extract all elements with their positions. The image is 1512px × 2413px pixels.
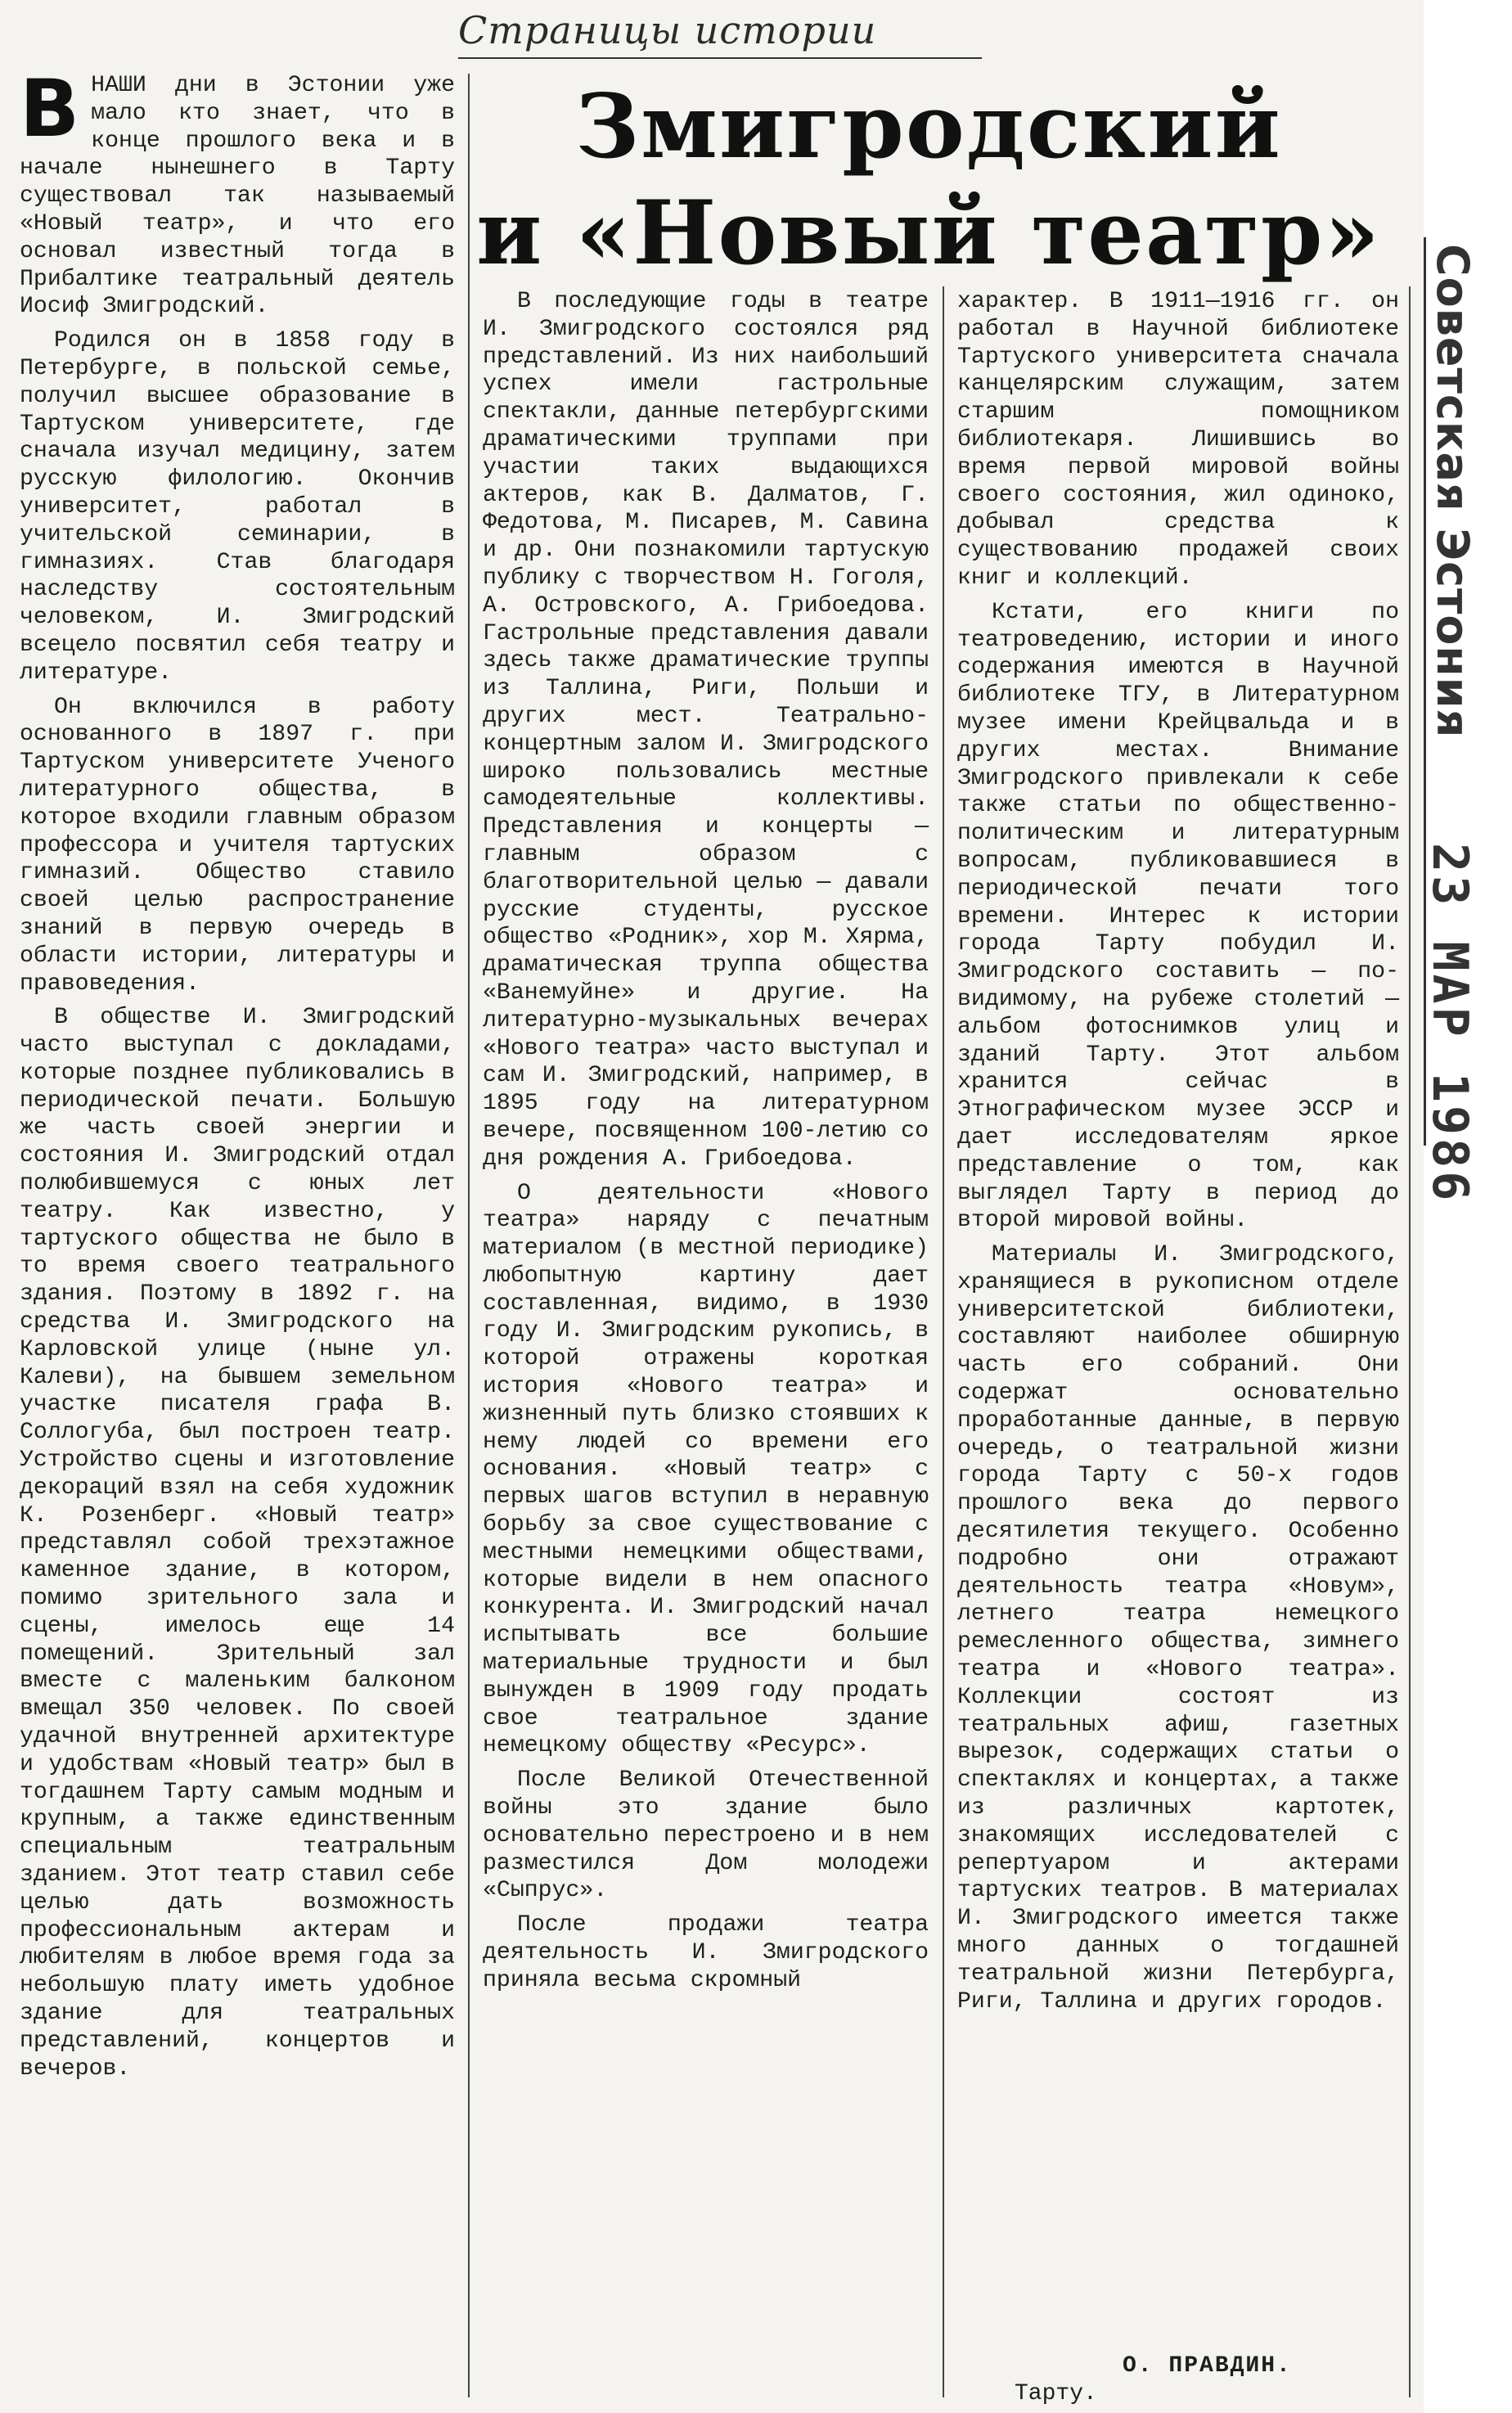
article-column-1 xyxy=(20,63,455,2082)
paragraph: О деятельности «Нового театра» наряду с печатным материалом (в местной периодике) любопытную картину дает составленная, видимо, в 1930 году И. Змигродским рукопись, в которой отражены короткая история «Нового театра» и жизненный путь близко стоявших к нему людей со времени его основания. «Новый театр» с первых шагов вступил в неравную борьбу за свое существование с местными немецкими обществами, которые видели в нем опасного конкурента. И. Змигродский начал испытывать все большие материальные трудности и был вынужден в 1909 году продать свое театральное здание немецкому обществу «Ресурс». xyxy=(483,1180,929,1759)
article-column-2 xyxy=(483,288,929,1995)
paragraph: В обществе И. Змигродский часто выступал с докладами, которые позднее публиковались в периодической печати. Большую же часть своей энергии и состояния И. Змигродский отдал полюбившемуся с юных лет театру. Как известно, у тартуского общества не было в то время своего театрального здания. Поэтому в 1892 г. на средства И. Змигродского на Карловской улице (ныне ул. Калеви), на бывшем земельном участке писателя графа В. Соллогуба, был построен театр. Устройство сцены и изготовление декораций взял на себя художник К. Розенберг. «Новый театр» представлял собой трехэтажное каменное здание, в котором, помимо зрительного зала и сцены, имелось еще 14 помещений. Зрительный зал вместе с маленьким балконом вмещал 350 человек. По своей удачной внутренней архитектуре и удобствам «Новый театр» был в тогдашнем Тарту самым модным и крупным, а также единственным специальным театральным зданием. Этот театр ставил себе целью дать возможность профессиональным актерам и любителям в любое время года за небольшую плату иметь удобное здание для театральных представлений, концертов и вечеров. xyxy=(20,1005,455,2082)
dateline-city: Тарту. xyxy=(1015,2381,1097,2406)
paragraph: Родился он в 1858 году в Петербурге, в польской семье, получил высшее образование в Тартуском университете, где сначала изучал медицину, затем русскую филологию. Окончив университет, работал в учительской семинарии, в гимназиях. Став благодаря наследству состоятельным человеком, И. Змигродский всецело посвятил себя театру и литературе. xyxy=(20,328,455,686)
column-divider-3 xyxy=(1409,286,1411,2397)
newspaper-date-stamp xyxy=(1421,237,1512,1204)
paragraph: После продажи театра деятельность И. Змигродского приняла весьма скромный xyxy=(483,1912,929,1993)
column-divider-1 xyxy=(468,74,470,2397)
paragraph: Кстати, его книги по театроведению, истории и иного содержания имеются в Научной библиотеке ТГУ, в Литературном музее имени Крейцвальда и в других местах. Внимание Змигродского привлекали к себе также статьи по общественно-политическим и литературным вопросам, публиковавшиеся в периодической печати того времени. Интерес к истории города Тарту побудил И. Змигродского составить — по-видимому, на рубеже столетий — альбом фотоснимков улиц и зданий Тарту. Этот альбом хранится сейчас в Этнографическом музее ЭССР и дает исследователям яркое представление о том, как выглядел Тарту в период до второй мировой войны. xyxy=(957,599,1399,1234)
stamp-newspaper-name: Советская Эстония xyxy=(1427,244,1478,739)
article-headline xyxy=(466,74,1391,286)
column-divider-2 xyxy=(943,286,944,2397)
section-rubric: Страницы истории xyxy=(458,8,982,59)
paragraph: Он включился в работу основанного в 1897 г. при Тартуском университете Ученого литературного общества, в которое входили главным образом профессора и учителя тартуских гимназий. Общество ставило своей целью распространение знаний в первую очередь в области истории, литературы и правоведения. xyxy=(20,694,455,997)
paragraph: После Великой Отечественной войны это здание было основательно перестроено и в нем разместился Дом молодежи «Сыпрус». xyxy=(483,1767,929,1904)
paragraph: характер. В 1911—1916 гг. он работал в Научной библиотеке Тартуского университета сначала канцелярским служащим, затем старшим помощником библиотекаря. Лишившись во время первой мировой войны своего состояния, жил одиноко, добывал средства к существованию продажей своих книг и коллекций. xyxy=(957,289,1399,591)
stamp-date: 23 МАР 1986 xyxy=(1421,843,1478,1204)
article-column-3 xyxy=(957,288,1399,2015)
paragraph: Материалы И. Змигродского, хранящиеся в рукописном отделе университетской библиотеки, составляют наиболее обширную часть его собраний. Они содержат основательно проработанные данные, в первую очередь, о театральной жизни города Тарту с 50-х годов прошлого века до первого десятилетия текущего. Особенно подробно они отражают деятельность театра «Новум», летнего театра немецкого ремесленного общества, зимнего театра и «Нового театра». Коллекции состоят из театральных афиш, газетных вырезок, содержащих статьи о спектаклях и концертах, а также из различных картотек, знакомящих исследователей с репертуаром и актерами тартуских театров. В материалах И. Змигродского имеется также много данных о тогдашней театральной жизни Петербурга, Риги, Таллина и других городов. xyxy=(957,1242,1399,2015)
paragraph: НАШИ дни в Эстонии уже мало кто знает, что в конце прошлого века и в начале нынешнего в Тарту существовал так называемый «Новый театр», и что его основал известный тогда в Прибалтике театральный деятель Иосиф Змигродский. xyxy=(20,73,455,320)
paragraph: В последующие годы в театре И. Змигродского состоялся ряд представлений. Из них наибольший успех имели гастрольные спектакли, данные петербургскими драматическими труппами при участии таких выдающихся актеров, как В. Далматов, Г. Федотова, М. Писарев, М. Савина и др. Они познакомили тартускую публику с творчеством Н. Гоголя, А. Островского, А. Грибоедова. Гастрольные представления давали здесь также драматические труппы из Таллина, Риги, Польши и других мест. Театрально-концертным залом И. Змигродского широко пользовались местные самодеятельные коллективы. Представления и концерты — главным образом с благотворительной целью — давали русские студенты, русское общество «Родник», хор М. Хярма, драматическая труппа общества «Ванемуйне» и другие. На литературно-музыкальных вечерах «Нового театра» часто выступал и сам И. Змигродский, например, в 1895 году на литературном вечере, посвященном 100-летию со дня рождения А. Грибоедова. xyxy=(483,289,929,1172)
author-signature: О. ПРАВДИН. xyxy=(1123,2353,1292,2379)
headline-line-1: Змигродский xyxy=(575,75,1282,178)
drop-cap: В xyxy=(20,63,80,155)
headline-line-2: и «Новый театр» xyxy=(476,182,1381,285)
